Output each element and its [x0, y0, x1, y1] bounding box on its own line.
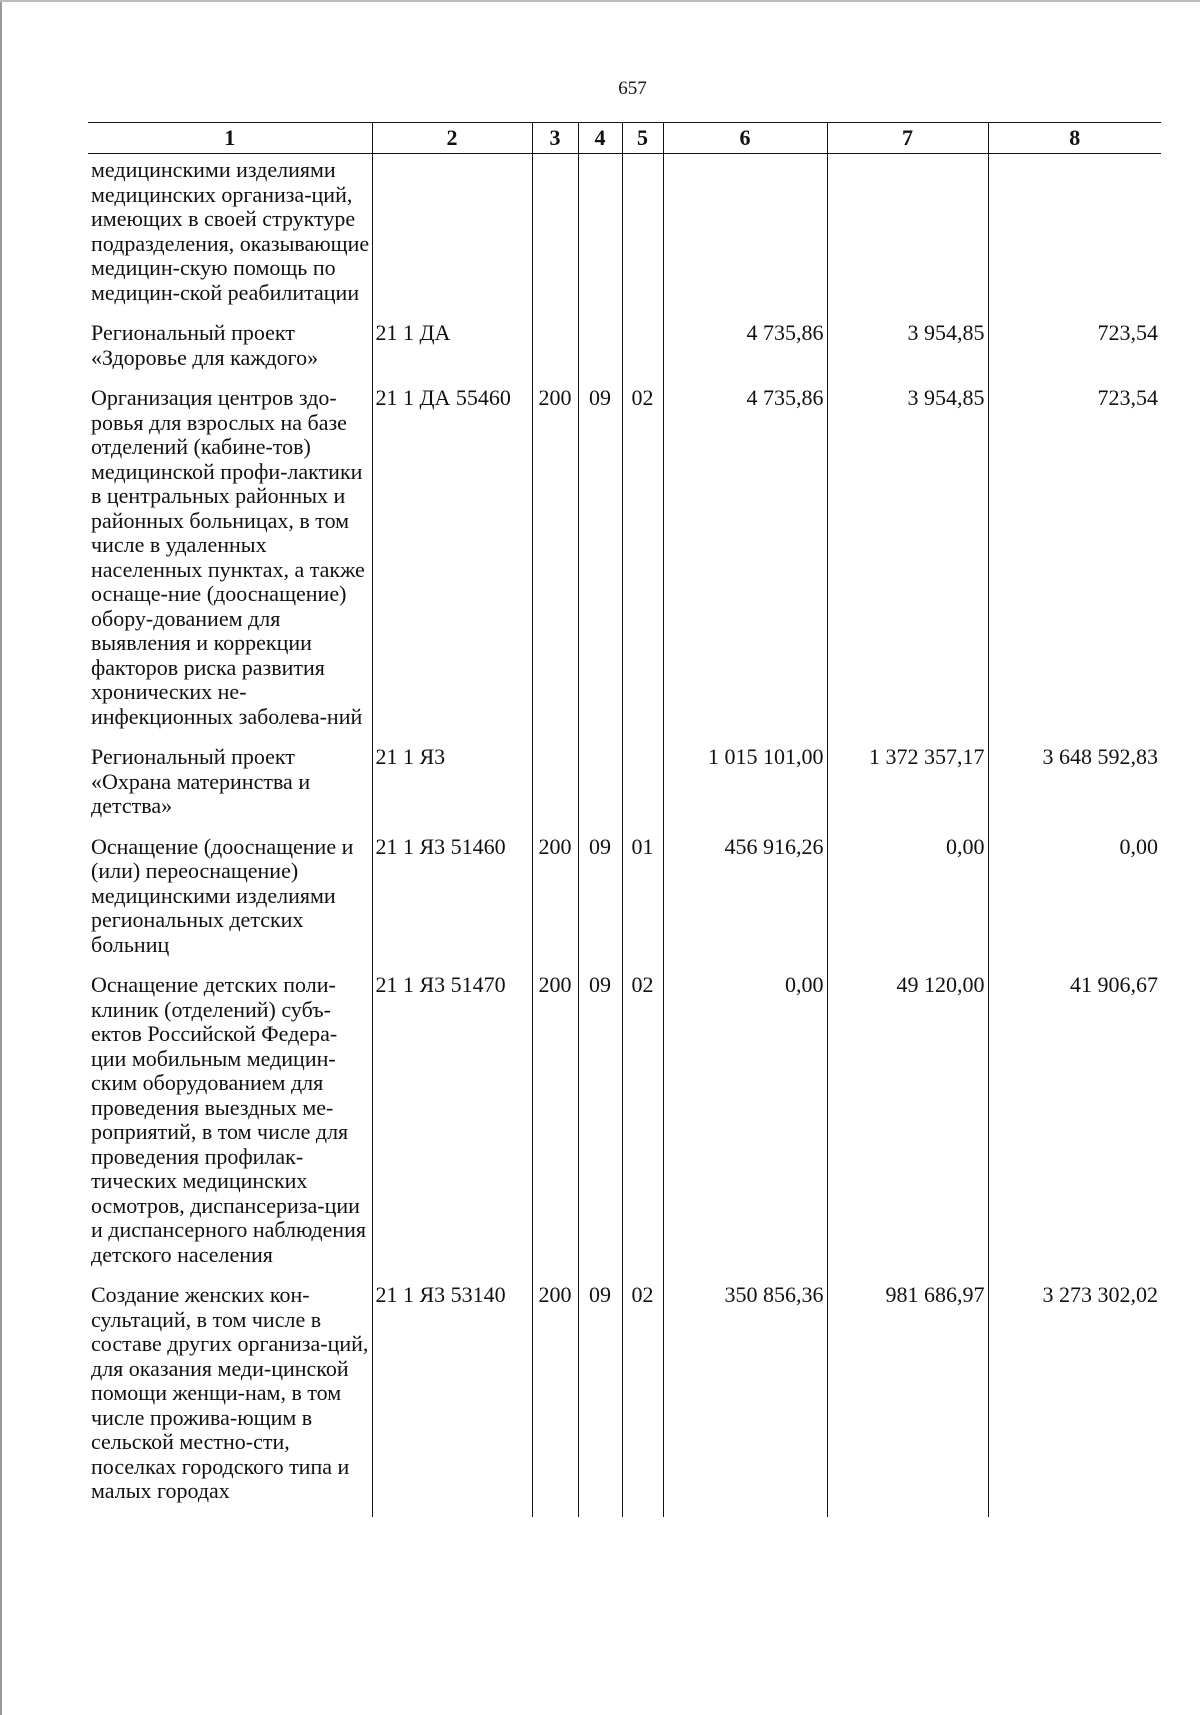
row-c4: 09 [578, 386, 622, 745]
row-code: 21 1 ДА 55460 [372, 386, 532, 745]
row-name: Региональный проект «Охрана материнства и детства» [91, 744, 311, 818]
column-header: 6 [663, 123, 827, 154]
table-row [88, 745, 1161, 835]
row-value-6: 1 015 101,00 [663, 745, 827, 835]
row-value-7: 49 120,00 [827, 973, 988, 1283]
row-c3: 200 [532, 386, 578, 745]
row-c4: 09 [578, 835, 622, 974]
row-value-6: 456 916,26 [663, 835, 827, 974]
row-c3: 200 [532, 835, 578, 974]
row-name [88, 1283, 372, 1517]
row-c4 [578, 321, 622, 386]
row-code [372, 154, 532, 322]
row-c3: 200 [532, 973, 578, 1283]
table-row [88, 154, 1161, 322]
row-value-8: 3 648 592,83 [988, 745, 1161, 835]
row-name-text: Создание женских кон-сультаций, в том числе в составе других организа-ций, для оказания меди-цинской помощи женщи-нам, в том числе прожива-ющим в сельской местно-сти, поселках городского типа и малых городах [91, 1282, 369, 1503]
row-code: 21 1 ДА [372, 321, 532, 386]
row-c4 [578, 154, 622, 322]
row-c5: 01 [622, 835, 663, 974]
budget-table [88, 122, 1161, 1517]
column-header: 8 [988, 123, 1161, 154]
scan-edge [0, 0, 2, 1715]
column-header: 5 [622, 123, 663, 154]
row-value-6: 4 735,86 [663, 321, 827, 386]
row-code: 21 1 Я3 [372, 745, 532, 835]
row-value-8: 3 273 302,02 [988, 1283, 1161, 1517]
row-value-6 [663, 154, 827, 322]
row-name: Оснащение детских поли-клиник (отделений) субъ-ектов Российской Федера-ции мобильным медицин-ским оборудованием для проведения выездных ме-роприятий, в том числе для проведения профилак-тических медицинских осмотров, диспансериза-ции и диспансерного наблюдения детского населения [91, 972, 366, 1267]
row-value-8: 41 906,67 [988, 973, 1161, 1283]
row-value-6: 4 735,86 [663, 386, 827, 745]
table-row [88, 386, 1161, 745]
row-c5 [622, 745, 663, 835]
header-row [88, 123, 1161, 154]
row-value-7: 3 954,85 [827, 321, 988, 386]
column-header: 7 [827, 123, 988, 154]
row-name: Региональный проект «Здоровье для каждого» [91, 320, 319, 370]
table-row [88, 835, 1161, 974]
row-value-8 [988, 154, 1161, 322]
row-value-6: 350 856,36 [663, 1283, 827, 1517]
row-c4: 09 [578, 1283, 622, 1517]
column-header: 2 [372, 123, 532, 154]
row-code: 21 1 Я3 51460 [372, 835, 532, 974]
row-value-8: 0,00 [988, 835, 1161, 974]
table-row [88, 973, 1161, 1283]
table-row [88, 321, 1161, 386]
row-name: Оснащение (дооснащение и (или) переоснащение) медицинскими изделиями региональных детских больниц [91, 833, 354, 957]
row-value-7: 3 954,85 [827, 386, 988, 745]
row-c3 [532, 154, 578, 322]
row-value-7 [827, 154, 988, 322]
row-c3: 200 [532, 1283, 578, 1517]
column-header: 4 [578, 123, 622, 154]
row-value-6: 0,00 [663, 973, 827, 1283]
row-c5 [622, 321, 663, 386]
row-value-8: 723,54 [988, 321, 1161, 386]
scan-edge-top [0, 0, 1200, 2]
row-value-8: 723,54 [988, 386, 1161, 745]
row-name: медицинскими изделиями медицинских организа-ций, имеющих в своей структуре подразделения, оказывающие медицин-скую помощь по медицин-ской реабилитации [91, 157, 370, 305]
row-c4 [578, 745, 622, 835]
row-c5: 02 [622, 1283, 663, 1517]
row-code: 21 1 Я3 51470 [372, 973, 532, 1283]
row-name: Организация центров здо-ровья для взрослых на базе отделений (кабине-тов) медицинской профи-лактики в центральных районных и районных больницах, в том числе в удаленных населенных пунктах, а также оснаще-ние (дооснащение) обору-дованием для выявления и коррекции факторов риска развития хронических не-инфекционных заболева-ний [91, 385, 365, 729]
row-c5 [622, 154, 663, 322]
column-header: 3 [532, 123, 578, 154]
row-value-7: 1 372 357,17 [827, 745, 988, 835]
table-row [88, 1283, 1161, 1517]
row-value-7: 981 686,97 [827, 1283, 988, 1517]
row-value-7: 0,00 [827, 835, 988, 974]
row-c4: 09 [578, 973, 622, 1283]
row-code: 21 1 Я3 53140 [372, 1283, 532, 1517]
row-c5: 02 [622, 386, 663, 745]
page-number: 657 [618, 78, 647, 99]
row-c3 [532, 745, 578, 835]
column-header: 1 [88, 123, 372, 154]
row-c3 [532, 321, 578, 386]
row-c5: 02 [622, 973, 663, 1283]
